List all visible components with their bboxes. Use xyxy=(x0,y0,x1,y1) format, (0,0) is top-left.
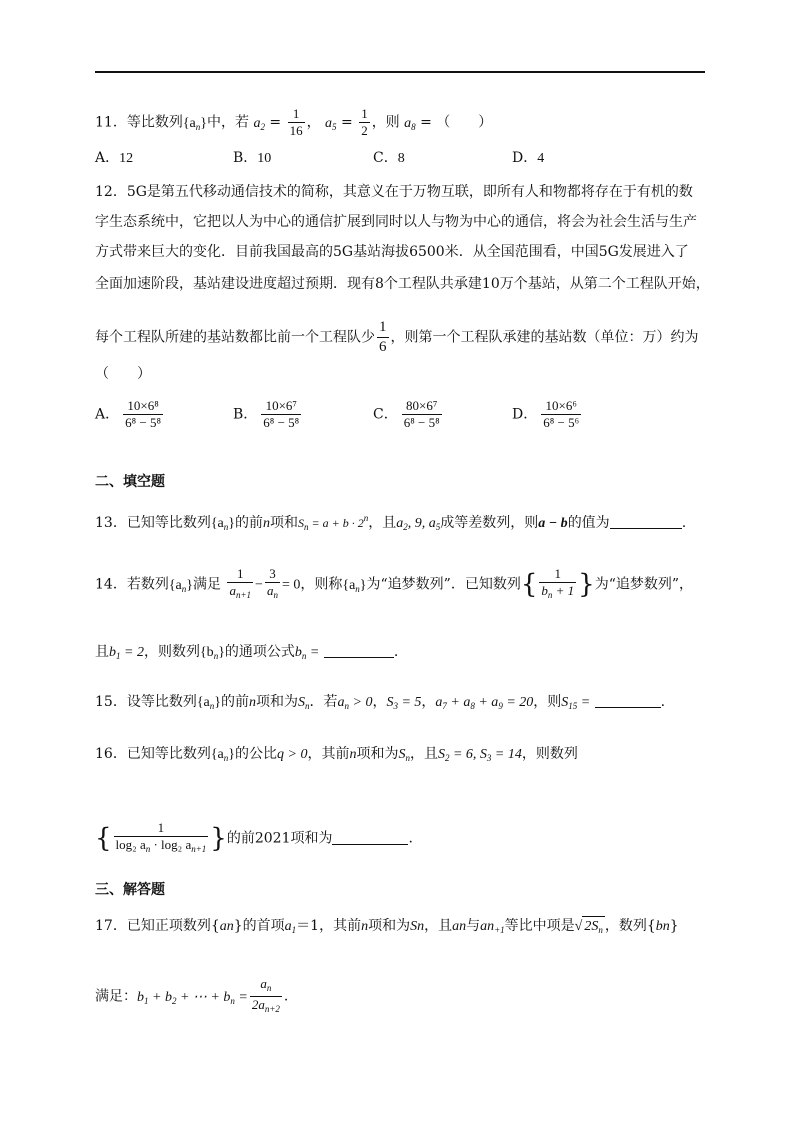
section-solve-title: 三、解答题 xyxy=(95,882,165,898)
q11-fraction-1: $\frac{1}{16}$ xyxy=(289,106,303,138)
q11-a8: $a_8$ xyxy=(404,115,416,132)
q12-line-2: 字生态系统中，它把以人为中心的通信扩展到同时以人与物为中心的通信，将会为社会生活与生产 xyxy=(95,214,697,230)
q12-option-b: B． $\frac{\text{10×6⁷}}{\text{6⁸ − 5⁸}}$ xyxy=(233,398,300,430)
question-16-line-2: { $\frac{1}{\log_2 a_n \cdot \log_2 a_{n+1}}$ }的前2021项和为 . xyxy=(95,820,413,857)
question-16: 16．已知等比数列$\{a_n\}$的公比q > 0，其前n项和为$S_n$，且$S_2 = 6$, $S_3 = 14$，则数列 xyxy=(95,746,578,763)
q12-answer-paren: （ ） xyxy=(95,366,151,382)
question-13: 13．已知等比数列$\{a_n\}$的前n项和$S_n = a + b \cdot 2^n$，且$a_2$, 9, $a_5$成等差数列，则a − b的值为 . xyxy=(95,513,687,532)
q14-fraction-1: $\frac{1}{a_{n+1}}$ xyxy=(229,566,252,600)
q11-option-c: C．8 xyxy=(373,150,405,166)
q12-line-5: 每个工程队所建的基站数都比前一个工程队少 $\frac{1}{6}$ ，则第一个工程队承建的基站数（单位：万）约为 xyxy=(95,319,699,355)
q11-option-b: B．10 xyxy=(233,150,272,166)
q14-answer-blank[interactable] xyxy=(324,643,394,658)
question-15: 15．设等比数列$\{a_n\}$的前n项和为$S_n$．若$a_n > 0$，$S_3 = 5$，$a_7 + a_8 + a_9 = 20$，则$S_{15}$ = . xyxy=(95,694,666,711)
q12-line-3: 方式带来巨大的变化．目前我国最高的5G基站海拔6500米．从全国范围看，中国5G发展进入了 xyxy=(95,244,689,260)
q17-fraction: $\frac{a_n}{2a_{n+2}}$ xyxy=(251,976,280,1014)
q12-fraction: $\frac{1}{6}$ xyxy=(379,319,387,355)
q12-line-4: 全面加速阶段，基站建设进度超过预期．现有8个工程队共承建10万个基站，从第二个工程队开始， xyxy=(95,276,710,292)
q17-sqrt: $2S_n$ xyxy=(582,916,605,940)
q11-seq: $\{a_n\}$ xyxy=(182,115,207,132)
q11-option-a: A．12 xyxy=(95,150,134,166)
q11-number: 11． xyxy=(95,114,127,131)
q15-answer-blank[interactable] xyxy=(595,693,661,708)
question-17-line-2: 满足：$b_1 + b_2$ + ⋯ + $b_n$ = $\frac{a_n}{2a_{n+2}}$ . xyxy=(95,976,288,1017)
question-14-line-2: 且$b_1 = 2$，则数列$\{b_n\}$的通项公式$b_n$ = . xyxy=(95,644,399,661)
q12-option-c: C． $\frac{\text{80×6⁷}}{\text{6⁸ − 5⁸}}$ xyxy=(373,398,440,430)
header-rule xyxy=(95,71,705,73)
question-14: 14．若数列$\{a_n\}$满足 $\frac{1}{a_{n+1}}$ − $\frac{3}{a_n}$ = 0，则称$\{a_n\}$为“追梦数列”．已知数列{ $\frac{1}{b_n + 1}$ }为“追梦数列”， xyxy=(95,566,693,603)
q11-text: 等比数列 xyxy=(126,114,183,131)
q16-answer-blank[interactable] xyxy=(332,830,408,845)
q16-log-fraction: $\frac{1}{\log_2 a_n \cdot \log_2 a_{n+1}}$ xyxy=(115,820,207,854)
q12-line-1: 12．5G是第五代移动通信技术的简称，其意义在于万物互联，即所有人和物都将存在于有机的数 xyxy=(95,184,693,200)
q13-answer-blank[interactable] xyxy=(610,514,682,529)
q12-option-a: A． $\frac{\text{10×6⁸}}{\text{6⁸ − 5⁸}}$ xyxy=(95,398,162,430)
q11-option-d: D．4 xyxy=(512,150,545,166)
q12-option-d: D． $\frac{\text{10×6⁶}}{\text{6⁸ − 5⁶}}$ xyxy=(512,398,580,430)
q14-fraction-3: $\frac{1}{b_n + 1}$ xyxy=(541,566,575,600)
question-11: 11．等比数列$\{a_n\}$中，若 $a_2$ = $\frac{1}{16}$ ， $a_5$ = $\frac{1}{2}$ ，则 $a_8$ = （ ） xyxy=(95,106,493,138)
q14-fraction-2: $\frac{3}{a_n}$ xyxy=(266,566,278,600)
q11-a2: $a_2$ xyxy=(253,115,265,132)
q11-a5: $a_5$ xyxy=(325,115,337,132)
question-17: 17．已知正项数列{an}的首项$a_1=1$，其前n项和为Sn，且an与$an_{+1}$等比中项是√ $2S_n$ ，数列{bn} xyxy=(95,916,679,940)
section-fill-in-title: 二、填空题 xyxy=(95,474,165,490)
q11-fraction-2: $\frac{1}{2}$ xyxy=(361,106,368,138)
q11-answer-paren: （ ） xyxy=(436,114,493,131)
